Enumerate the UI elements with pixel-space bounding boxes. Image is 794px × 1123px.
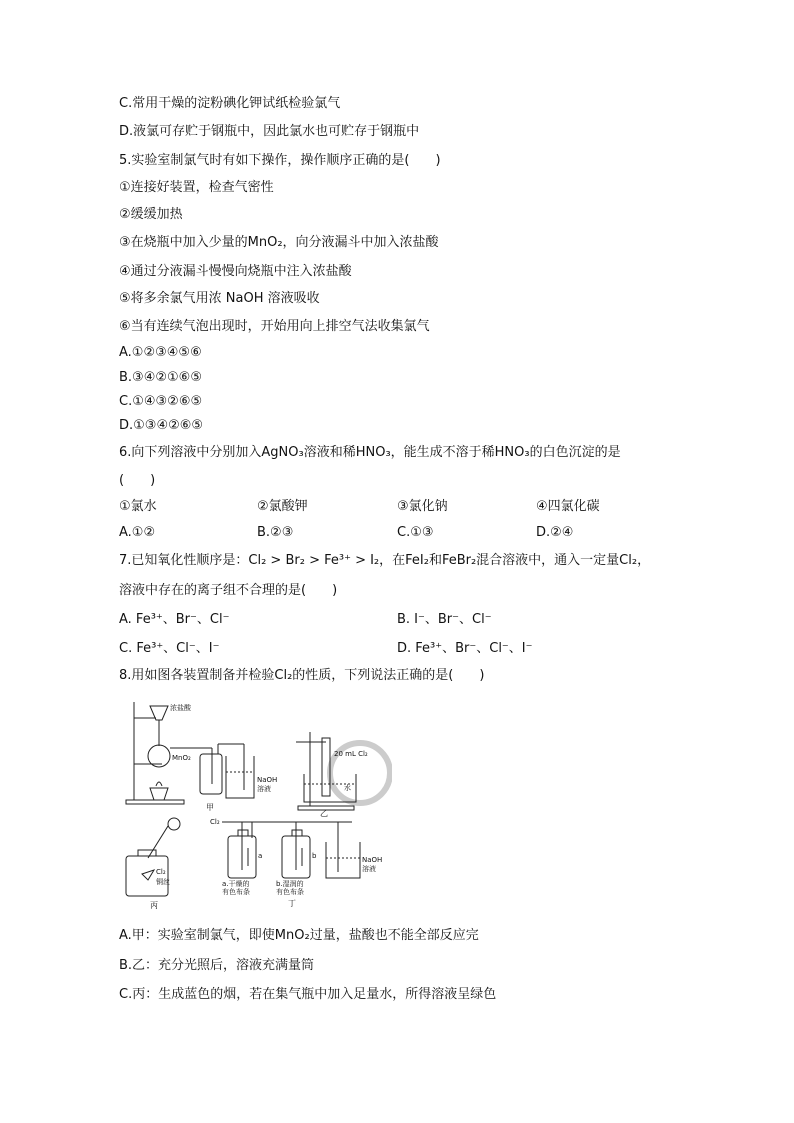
- q5-step-3: ③在烧瓶中加入少量的MnO₂，向分液漏斗中加入浓盐酸: [119, 235, 439, 250]
- q8-option-b: B.乙：充分光照后，溶液充满量筒: [119, 958, 315, 973]
- q5-step-6: ⑥当有连续气泡出现时，开始用向上排空气法收集氯气: [119, 319, 430, 334]
- q7-option-d: D. Fe³⁺、Br⁻、Cl⁻、I⁻: [397, 641, 533, 656]
- label-copper-wire: 铜丝: [156, 878, 170, 886]
- q5-step-5: ⑤将多余氯气用浓 NaOH 溶液吸收: [119, 291, 320, 306]
- label-water: 水: [344, 784, 351, 792]
- q7-stem-cont: 溶液中存在的离子组不合理的是( ): [119, 583, 338, 598]
- apparatus-figure: [120, 698, 392, 914]
- label-naoh-2a: NaOH: [362, 856, 383, 864]
- label-b-cloth: 有色布条: [276, 888, 304, 896]
- q6-option-b: B.②③: [257, 525, 294, 540]
- q5-option-a: A.①②③④⑤⑥: [119, 345, 202, 360]
- q5-option-b: B.③④②①⑥⑤: [119, 370, 202, 385]
- label-naoh-1a: NaOH: [257, 776, 278, 784]
- q7-stem: 7.已知氧化性顺序是：Cl₂ > Br₂ > Fe³⁺ > I₂，在FeI₂和FeBr₂混合溶液中，通入一定量Cl₂，: [119, 553, 651, 568]
- q7-option-a: A. Fe³⁺、Br⁻、Cl⁻: [119, 612, 230, 627]
- q6-option-d: D.②④: [536, 525, 574, 540]
- apparatus-diagram: [120, 698, 392, 914]
- q6-option-c: C.①③: [397, 525, 434, 540]
- label-jia: 甲: [206, 803, 214, 812]
- q5-option-d: D.①③④②⑥⑤: [119, 418, 204, 433]
- label-b-wet: b.湿润的: [276, 880, 304, 888]
- label-yi: 乙: [320, 809, 328, 818]
- q6-item-4: ④四氯化碳: [536, 499, 600, 514]
- q6-item-2: ②氯酸钾: [257, 499, 308, 514]
- apparatus-bing: [126, 818, 180, 896]
- label-naoh-1b: 溶液: [257, 785, 271, 793]
- q4-option-c: C.常用干燥的淀粉碘化钾试纸检验氯气: [119, 96, 341, 111]
- q8-option-c: C.丙：生成蓝色的烟，若在集气瓶中加入足量水，所得溶液呈绿色: [119, 987, 497, 1002]
- q6-stem: 6.向下列溶液中分别加入AgNO₃溶液和稀HNO₃，能生成不溶于稀HNO₃的白色沉淀的是: [119, 445, 621, 460]
- label-ding: 丁: [288, 899, 296, 908]
- label-bing: 丙: [150, 901, 158, 910]
- label-a: a: [258, 852, 263, 860]
- q8-option-a: A.甲：实验室制氯气，即使MnO₂过量，盐酸也不能全部反应完: [119, 928, 479, 943]
- label-naoh-2b: 溶液: [362, 865, 376, 873]
- label-a-cloth: 有色布条: [222, 888, 250, 896]
- label-conc-hcl: 浓盐酸: [170, 704, 191, 712]
- q4-option-d: D.液氯可存贮于钢瓶中，因此氯水也可贮存于钢瓶中: [119, 124, 420, 139]
- label-cl2-inlet: Cl₂: [210, 818, 220, 826]
- q6-item-1: ①氯水: [119, 499, 157, 514]
- q5-step-2: ②缓缓加热: [119, 207, 183, 222]
- q6-option-a: A.①②: [119, 525, 156, 540]
- apparatus-jia: [126, 702, 254, 804]
- q5-option-c: C.①④③②⑥⑤: [119, 394, 203, 409]
- label-mno2: MnO₂: [172, 754, 191, 762]
- label-b: b: [312, 852, 317, 860]
- q5-step-1: ①连接好装置，检查气密性: [119, 180, 274, 195]
- apparatus-ding: [222, 822, 360, 878]
- q6-paren: ( ): [119, 473, 156, 488]
- q7-option-c: C. Fe³⁺、Cl⁻、I⁻: [119, 641, 220, 656]
- q8-stem: 8.用如图各装置制备并检验Cl₂的性质，下列说法正确的是( ): [119, 668, 485, 683]
- q5-step-4: ④通过分液漏斗慢慢向烧瓶中注入浓盐酸: [119, 264, 352, 279]
- label-20ml-cl2: 20 mL Cl₂: [334, 750, 368, 758]
- q5-stem: 5.实验室制氯气时有如下操作，操作顺序正确的是( ): [119, 153, 441, 168]
- label-cl2-bing: Cl₂: [156, 868, 166, 876]
- q6-item-3: ③氯化钠: [397, 499, 448, 514]
- q7-option-b: B. I⁻、Br⁻、Cl⁻: [397, 612, 492, 627]
- label-a-dry: a.干燥的: [222, 880, 250, 888]
